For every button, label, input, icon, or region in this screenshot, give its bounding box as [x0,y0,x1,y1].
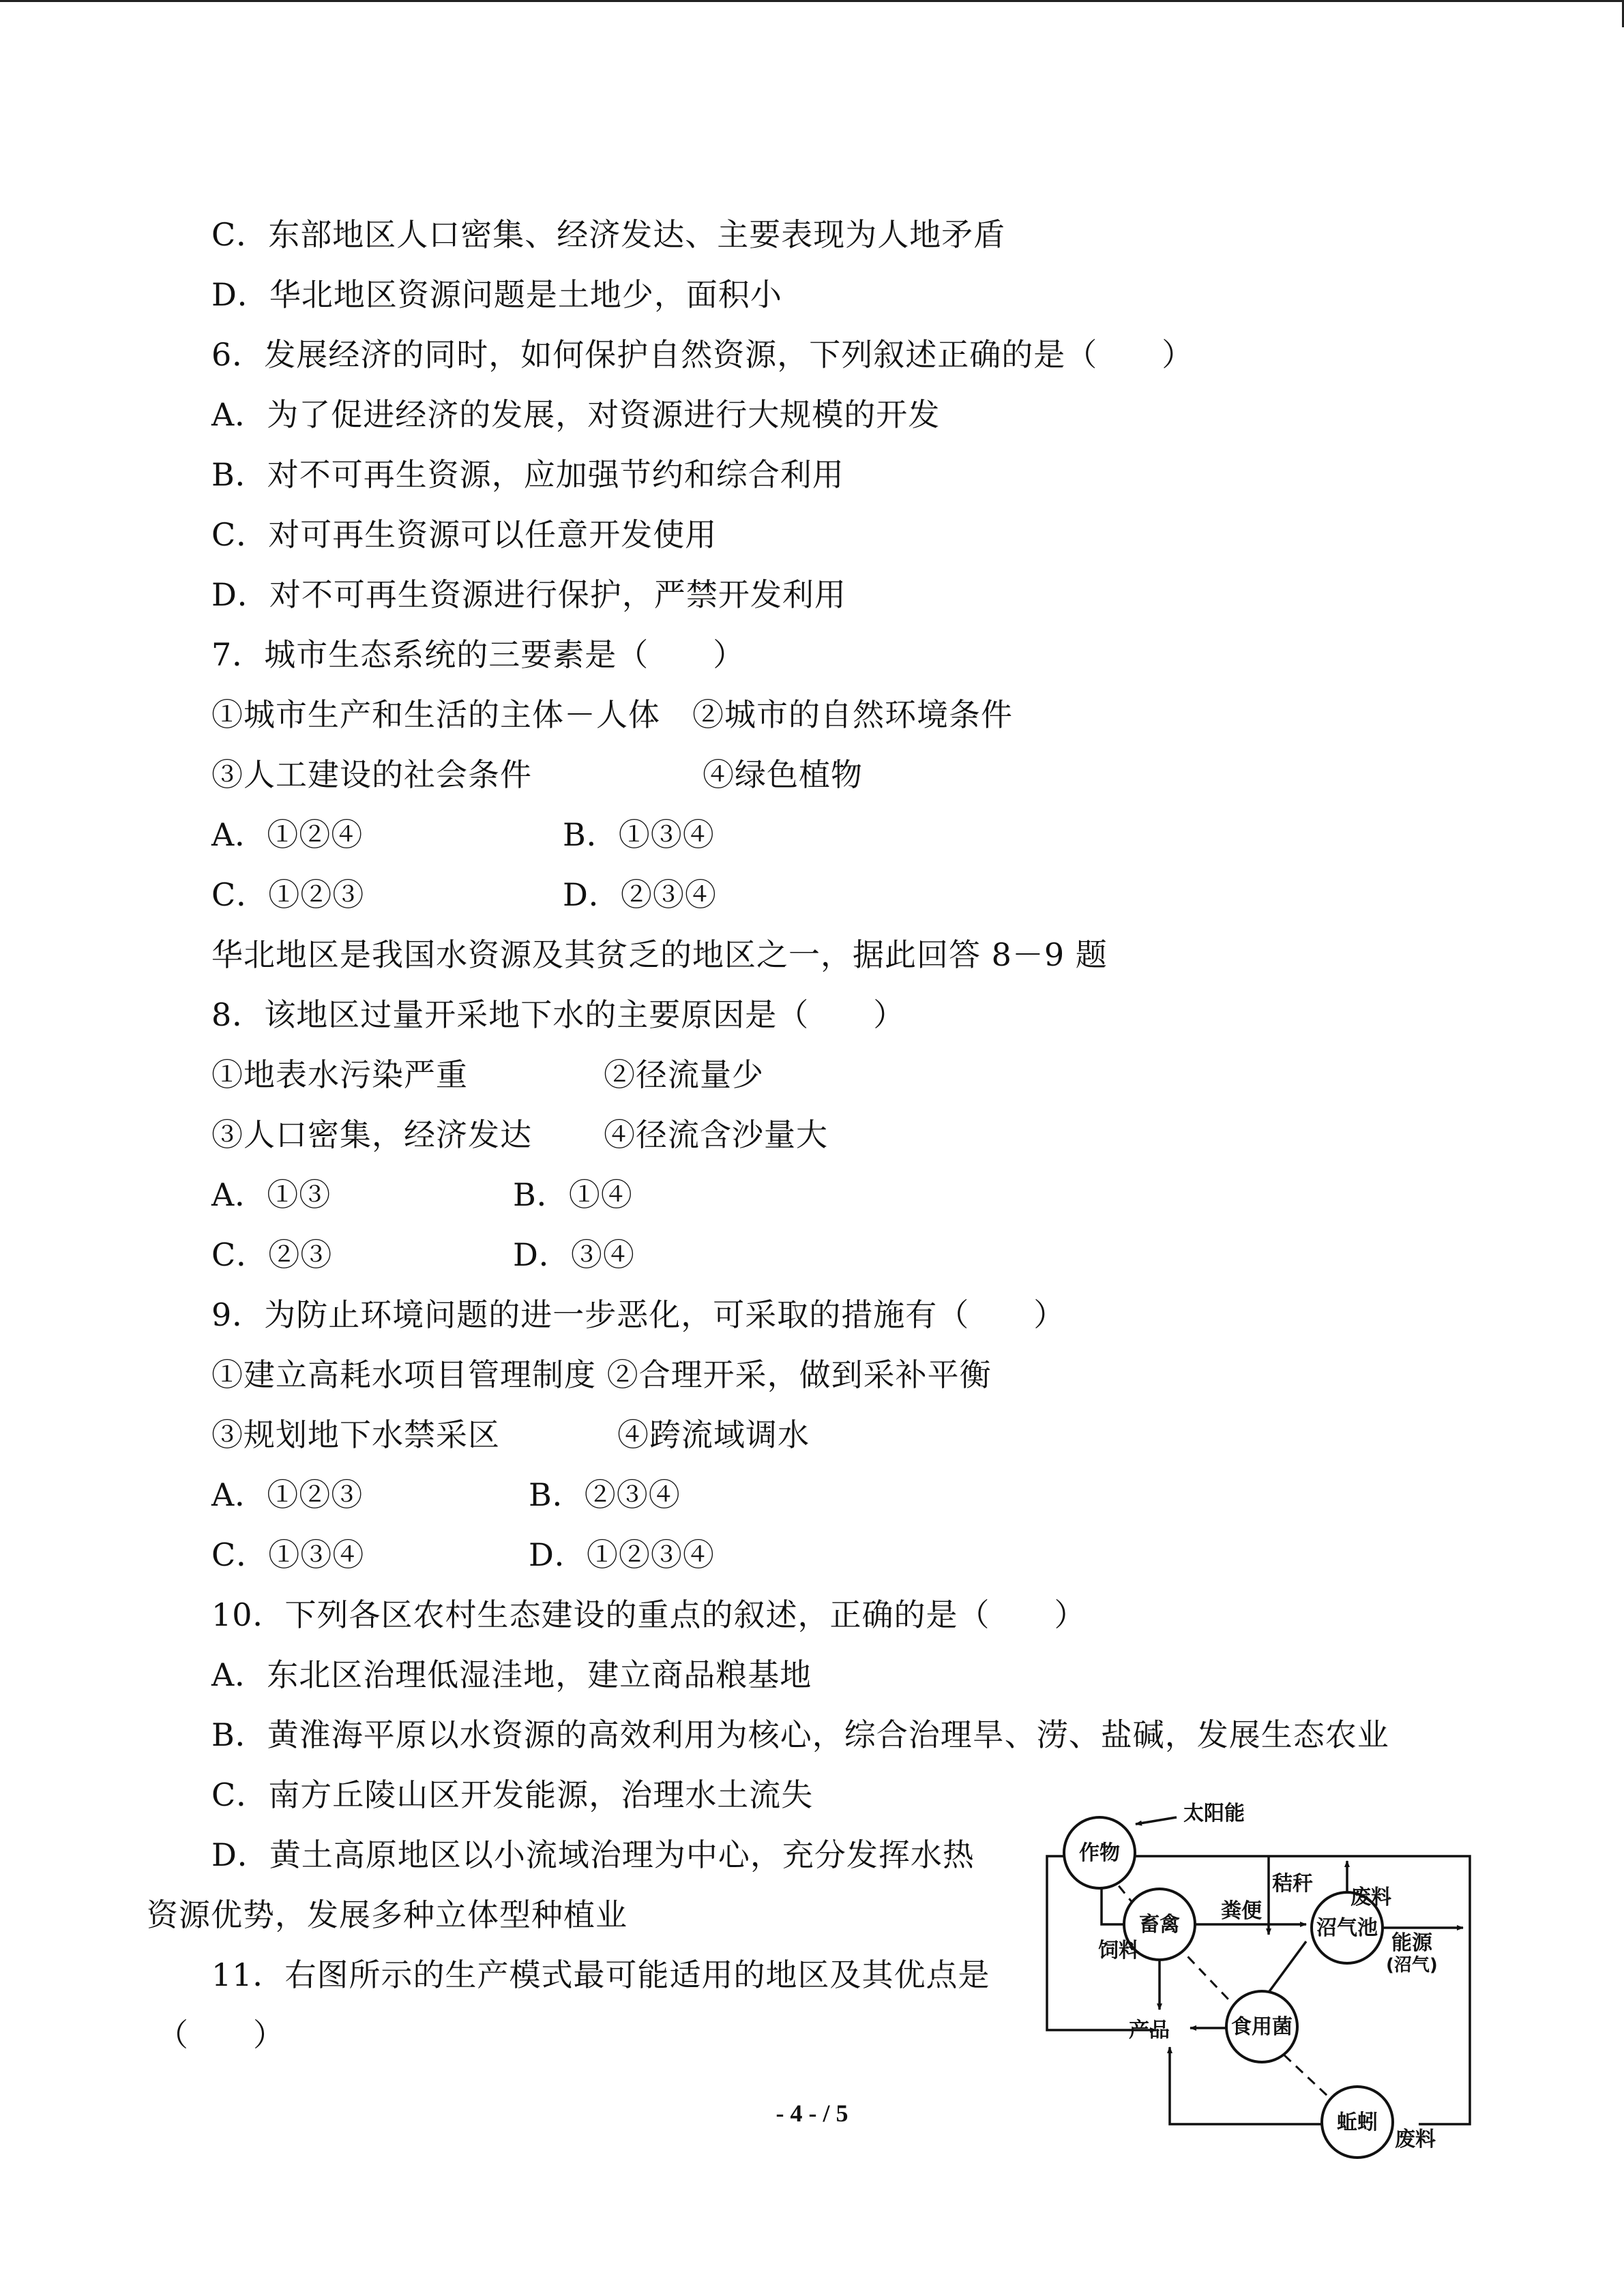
option-8b: B．①④ [513,1176,633,1213]
option-9a: A．①②③ [211,1476,364,1513]
label-waste-bottom: 废料 [1395,2128,1436,2151]
label-fungus: 食用菌 [1231,2015,1293,2039]
option-7a: A．①②④ [211,816,364,853]
option-5d: D．华北地区资源问题是土地少，面积小 [211,276,782,313]
label-solar: 太阳能 [1183,1802,1245,1825]
label-manure: 粪便 [1221,1899,1262,1923]
question-10: 10．下列各区农村生态建设的重点的叙述，正确的是（ ） [211,1596,1087,1633]
option-8a: A．①③ [211,1176,331,1213]
label-product: 产品 [1129,2018,1170,2042]
option-10d: D．黄土高原地区以小流域治理为中心，充分发挥水热 [211,1836,975,1873]
statement-7-4: ④绿色植物 [703,756,863,793]
option-9d: D．①②③④ [529,1536,715,1573]
statement-7-1-2: ①城市生产和生活的主体－人体 ②城市的自然环境条件 [211,696,1013,733]
statement-9-3: ③规划地下水禁采区 [211,1416,500,1453]
option-8c: C．②③ [211,1236,333,1273]
statement-8-4: ④径流含沙量大 [604,1116,828,1153]
statement-7-3: ③人工建设的社会条件 [211,756,532,793]
question-6: 6．发展经济的同时，如何保护自然资源，下列叙述正确的是（ ） [211,336,1194,373]
label-earthworm: 蚯蚓 [1337,2111,1378,2134]
option-10b: B．黄淮海平原以水资源的高效利用为核心，综合治理旱、涝、盐碱，发展生态农业 [211,1716,1389,1753]
page-number: - 4 - / 5 [776,2100,848,2127]
label-straw: 秸秆 [1272,1872,1313,1896]
statement-8-3: ③人口密集，经济发达 [211,1116,532,1153]
label-livestock: 畜禽 [1139,1913,1180,1937]
option-10a: A．东北区治理低湿洼地，建立商品粮基地 [211,1656,812,1693]
label-biogas: 沼气池 [1316,1916,1378,1940]
question-9: 9．为防止环境问题的进一步恶化，可采取的措施有（ ） [211,1296,1066,1333]
option-6a: A．为了促进经济的发展，对资源进行大规模的开发 [211,396,941,433]
statement-9-4: ④跨流域调水 [617,1416,810,1453]
option-7b: B．①③④ [563,816,715,853]
option-10c: C．南方丘陵山区开发能源，治理水土流失 [211,1776,814,1813]
question-11-blank: （ ） [157,2016,285,2053]
question-8: 8．该地区过量开采地下水的主要原因是（ ） [211,996,906,1033]
label-crop: 作物 [1079,1841,1120,1865]
option-10d-continued: 资源优势，发展多种立体型种植业 [147,1896,628,1933]
statement-9-1-2: ①建立高耗水项目管理制度 ②合理开采，做到采补平衡 [211,1356,992,1393]
option-7c: C．①②③ [211,876,365,913]
option-9c: C．①③④ [211,1536,365,1573]
statement-8-1: ①地表水污染严重 [211,1056,468,1093]
intro-8-9: 华北地区是我国水资源及其贫乏的地区之一，据此回答 8－9 题 [211,936,1108,973]
label-energy-sub: (沼气) [1386,1955,1438,1976]
question-11: 11．右图所示的生产模式最可能适用的地区及其优点是 [211,1956,990,1993]
label-waste-top: 废料 [1350,1885,1391,1909]
option-6d: D．对不可再生资源进行保护，严禁开发利用 [211,576,846,613]
dash-livestock-fungus [1177,1945,1241,2013]
question-7: 7．城市生态系统的三要素是（ ） [211,636,745,673]
option-6c: C．对可再生资源可以任意开发使用 [211,516,718,553]
option-7d: D．②③④ [563,876,717,913]
option-9b: B．②③④ [529,1476,681,1513]
option-5c: C．东部地区人口密集、经济发达、主要表现为人地矛盾 [211,216,1006,253]
option-8d: D．③④ [513,1236,635,1273]
label-energy: 能源 [1391,1931,1432,1955]
arrow-solar-crop [1136,1817,1177,1824]
label-feed: 饲料 [1098,1939,1139,1963]
statement-8-2: ②径流量少 [604,1056,764,1093]
option-6b: B．对不可再生资源，应加强节约和综合利用 [211,456,844,493]
page-top-border [0,0,1624,2]
